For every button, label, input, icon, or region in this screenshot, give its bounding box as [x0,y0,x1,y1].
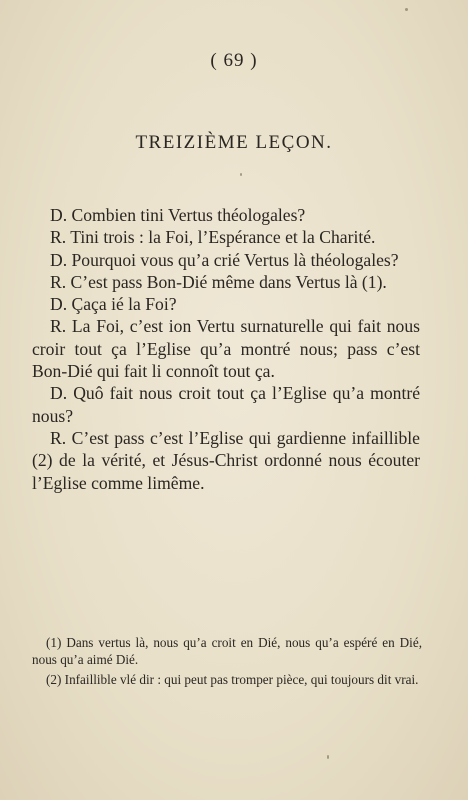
ink-speck [405,8,408,11]
question-paragraph: D. Pourquoi vous qu’a crié Vertus là théologales? [50,249,399,270]
question-paragraph: D. Quô fait nous croit tout ça l’Eglise qu’a montré nous? [32,383,420,426]
lesson-title: TREIZIÈME LEÇON. [135,132,333,153]
answer-paragraph: R. La Foi, c’est ion Vertu surnaturelle qui fait nous croir tout ça l’Eglise qu’a montré nous; pass c’est Bon-Dié qui fait li connoît tout ça. [32,316,420,382]
footnote: (2) Infaillible vlé dir : qui peut pas tromper pièce, qui toujours dit vrai. [46,672,419,687]
ink-speck [327,755,329,759]
footnotes [32,634,422,691]
answer-paragraph: R. C’est pass c’est l’Eglise qui gardienne infaillible (2) de la vérité, et Jésus-Christ ordonné nous écouter l’Eglise comme limême. [32,427,420,493]
footnote: (1) Dans vertus là, nous qu’a croit en Dié, nous qu’a espéré en Dié, nous qu’a aimé Dié. [32,635,422,667]
question-paragraph: D. Çaça ié la Foi? [50,294,177,315]
answer-paragraph: R. Tini trois : la Foi, l’Espérance et la Charité. [50,227,376,248]
catechism-text [32,204,420,494]
ink-speck [240,173,242,176]
answer-paragraph: R. C’est pass Bon-Dié même dans Vertus là (1). [50,271,387,292]
question-paragraph: D. Combien tini Vertus théologales? [50,205,306,225]
page-number: ( 69 ) [210,50,258,71]
